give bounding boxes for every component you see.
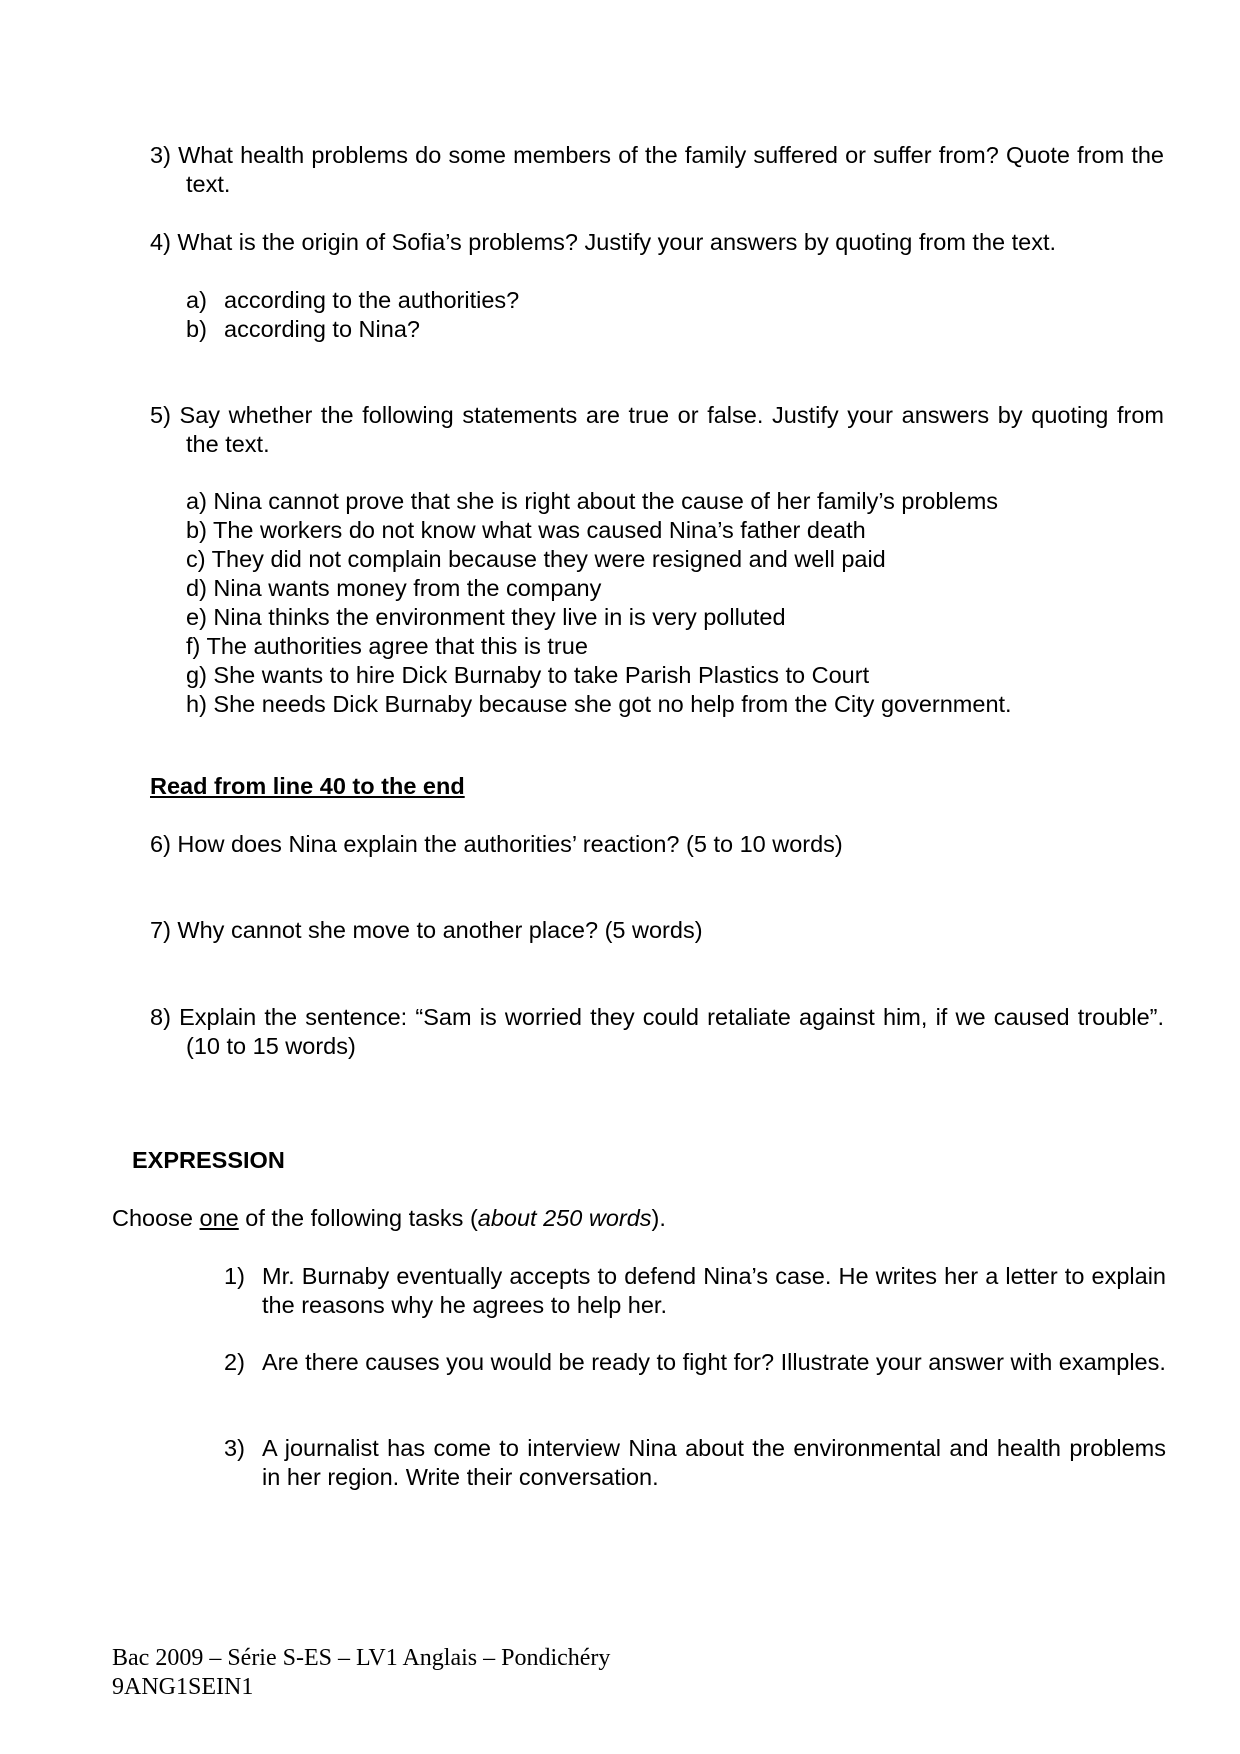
question-4-option-b: b) according to Nina? <box>186 316 420 342</box>
statement-e: e) Nina thinks the environment they live in is very polluted <box>186 604 786 630</box>
statement-d: d) Nina wants money from the company <box>186 575 602 601</box>
question-5: 5) Say whether the following statements are true or false. Justify your answers by quoting from the text. <box>150 402 1164 457</box>
statement-f: f) The authorities agree that this is true <box>186 633 588 659</box>
intro-underlined-word: one <box>199 1205 239 1231</box>
expression-heading: EXPRESSION <box>132 1147 285 1173</box>
intro-word-count: about 250 words <box>477 1205 652 1231</box>
statement-h: h) She needs Dick Burnaby because she got no help from the City government. <box>186 691 1012 717</box>
task-3: 3) A journalist has come to interview Nina about the environmental and health problems in her region. Write their conversation. <box>224 1435 1166 1490</box>
question-4-option-a: a) according to the authorities? <box>186 287 520 313</box>
expression-intro: Choose one of the following tasks (about 250 words). <box>112 1205 666 1231</box>
statement-b: b) The workers do not know what was caused Nina’s father death <box>186 517 866 543</box>
question-6: 6) How does Nina explain the authorities’ reaction? (5 to 10 words) <box>150 831 843 857</box>
task-2: 2) Are there causes you would be ready to fight for? Illustrate your answer with examples. <box>224 1349 1166 1375</box>
question-8: 8) Explain the sentence: “Sam is worried they could retaliate against him, if we caused trouble”. (10 to 15 words) <box>150 1004 1164 1059</box>
statement-a: a) Nina cannot prove that she is right about the cause of her family’s problems <box>186 488 999 514</box>
question-4-options <box>186 286 1128 344</box>
page-footer <box>112 1644 610 1702</box>
question-3: 3) What health problems do some members of the family suffered or suffer from? Quote from the text. <box>150 142 1164 197</box>
footer-exam-title: Bac 2009 – Série S-ES – LV1 Anglais – Pondichéry <box>112 1645 611 1671</box>
task-1: 1) Mr. Burnaby eventually accepts to defend Nina’s case. He writes her a letter to explain the reasons why he agrees to help her. <box>224 1263 1166 1318</box>
section-heading: Read from line 40 to the end <box>150 773 465 799</box>
statement-c: c) They did not complain because they were resigned and well paid <box>186 546 886 572</box>
statement-g: g) She wants to hire Dick Burnaby to take Parish Plastics to Court <box>186 662 870 688</box>
footer-exam-code: 9ANG1SEIN1 <box>112 1674 254 1700</box>
question-7: 7) Why cannot she move to another place? (5 words) <box>150 917 703 943</box>
question-4: 4) What is the origin of Sofia’s problems? Justify your answers by quoting from the text. <box>150 229 1057 255</box>
question-5-statements <box>186 487 1128 719</box>
